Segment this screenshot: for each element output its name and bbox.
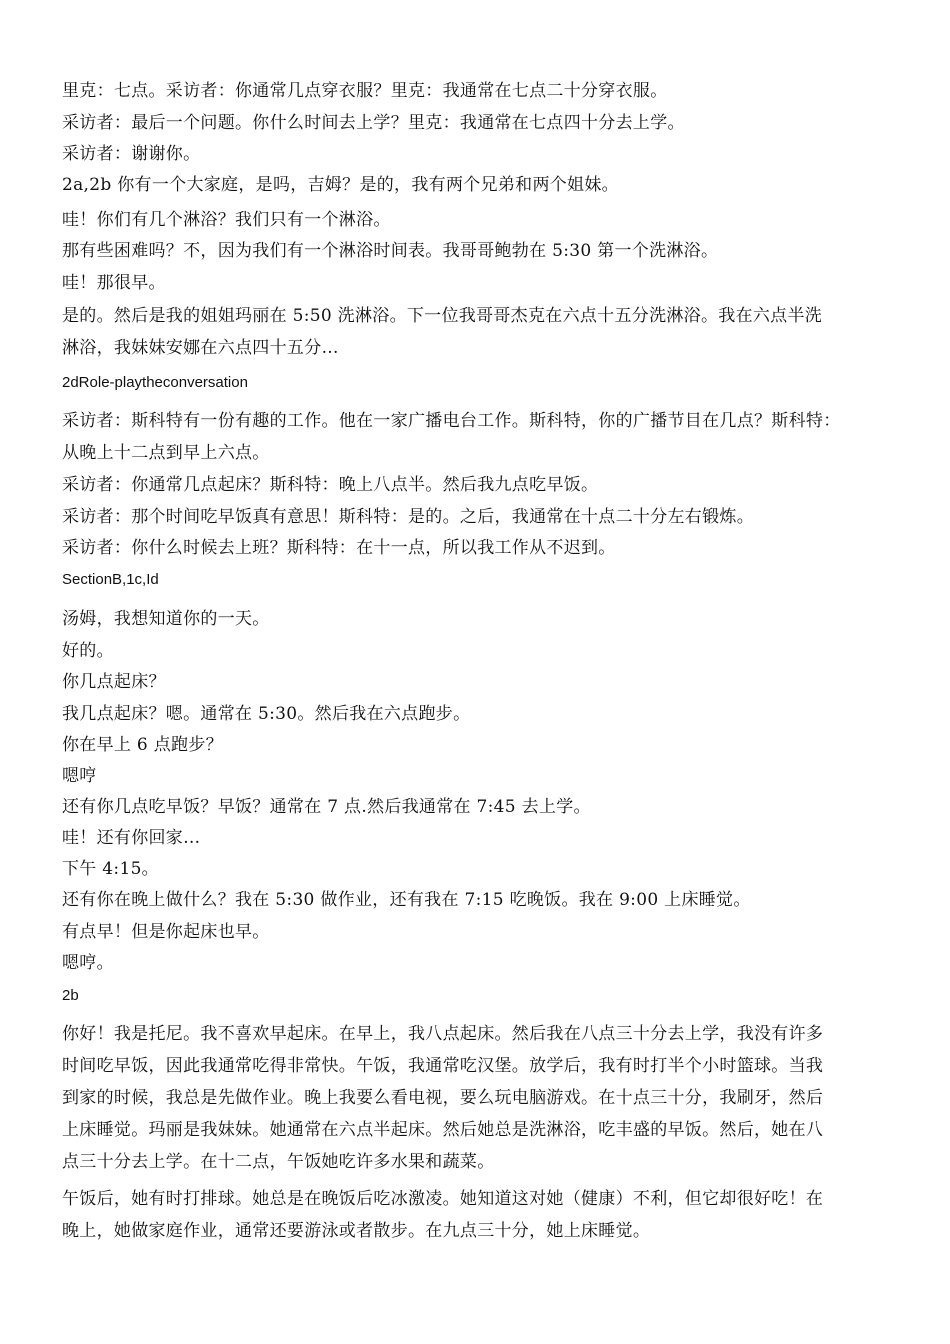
text-line: 哇！还有你回家… — [62, 828, 201, 848]
text-line: 还有你在晚上做什么？我在 5:30 做作业，还有我在 7:15 吃晚饭。我在 9:00 上床睡觉。 — [62, 890, 751, 910]
text-line: 是的。然后是我的姐姐玛丽在 5:50 洗淋浴。下一位我哥哥杰克在六点十五分洗淋浴。我在六点半洗 — [62, 306, 823, 326]
section-heading: 2b — [62, 987, 79, 1004]
text-line: 采访者：你通常几点起床？斯科特：晚上八点半。然后我九点吃早饭。 — [62, 475, 599, 495]
text-line: 采访者：那个时间吃早饭真有意思！斯科特：是的。之后，我通常在十点二十分左右锻炼。 — [62, 507, 754, 527]
text-line: 上床睡觉。玛丽是我妹妹。她通常在六点半起床。然后她总是洗淋浴，吃丰盛的早饭。然后，她在八 — [62, 1120, 824, 1140]
text-line: 那有些困难吗？不，因为我们有一个淋浴时间表。我哥哥鲍勃在 5:30 第一个洗淋浴。 — [62, 241, 719, 261]
text-line: 点三十分去上学。在十二点，午饭她吃许多水果和蔬菜。 — [62, 1152, 495, 1172]
text-line: 你在早上 6 点跑步？ — [62, 735, 223, 755]
text-line: 到家的时候，我总是先做作业。晚上我要么看电视，要么玩电脑游戏。在十点三十分，我刷牙，然后 — [62, 1088, 824, 1108]
text-line: 2a,2b 你有一个大家庭，是吗，吉姆？是的，我有两个兄弟和两个姐妹。 — [62, 175, 619, 195]
text-line: 好的。 — [62, 641, 114, 661]
text-line: 晚上，她做家庭作业，通常还要游泳或者散步。在九点三十分，她上床睡觉。 — [62, 1221, 651, 1241]
section-heading: SectionB,1c,Id — [62, 571, 159, 588]
text-line: 嗯哼。 — [62, 953, 114, 973]
text-line: 嗯哼 — [62, 766, 97, 786]
text-line: 午饭后，她有时打排球。她总是在晚饭后吃冰激凌。她知道这对她（健康）不利，但它却很好吃！在 — [62, 1189, 824, 1209]
text-line: 我几点起床？嗯。通常在 5:30。然后我在六点跑步。 — [62, 704, 471, 724]
text-line: 下午 4:15。 — [62, 859, 159, 879]
text-line: 你好！我是托尼。我不喜欢早起床。在早上，我八点起床。然后我在八点三十分去上学，我没有许多 — [62, 1024, 824, 1044]
text-line: 从晚上十二点到早上六点。 — [62, 443, 270, 463]
text-line: 淋浴，我妹妹安娜在六点四十五分… — [62, 338, 339, 358]
text-line: 里克：七点。采访者：你通常几点穿衣服？里克：我通常在七点二十分穿衣服。 — [62, 81, 668, 101]
section-heading: 2dRole-playtheconversation — [62, 374, 248, 391]
text-line: 采访者：斯科特有一份有趣的工作。他在一家广播电台工作。斯科特，你的广播节目在几点？斯科特： — [62, 411, 841, 431]
text-line: 采访者：你什么时候去上班？斯科特：在十一点，所以我工作从不迟到。 — [62, 538, 616, 558]
text-line: 汤姆，我想知道你的一天。 — [62, 609, 270, 629]
text-line: 采访者：最后一个问题。你什么时间去上学？里克：我通常在七点四十分去上学。 — [62, 113, 685, 133]
text-line: 哇！你们有几个淋浴？我们只有一个淋浴。 — [62, 210, 391, 230]
text-line: 你几点起床？ — [62, 672, 166, 692]
text-line: 哇！那很早。 — [62, 273, 166, 293]
text-line: 还有你几点吃早饭？早饭？通常在 7 点.然后我通常在 7:45 去上学。 — [62, 797, 591, 817]
text-line: 有点早！但是你起床也早。 — [62, 922, 270, 942]
text-line: 采访者：谢谢你。 — [62, 144, 201, 164]
text-line: 时间吃早饭，因此我通常吃得非常快。午饭，我通常吃汉堡。放学后，我有时打半个小时篮球。当我 — [62, 1056, 824, 1076]
